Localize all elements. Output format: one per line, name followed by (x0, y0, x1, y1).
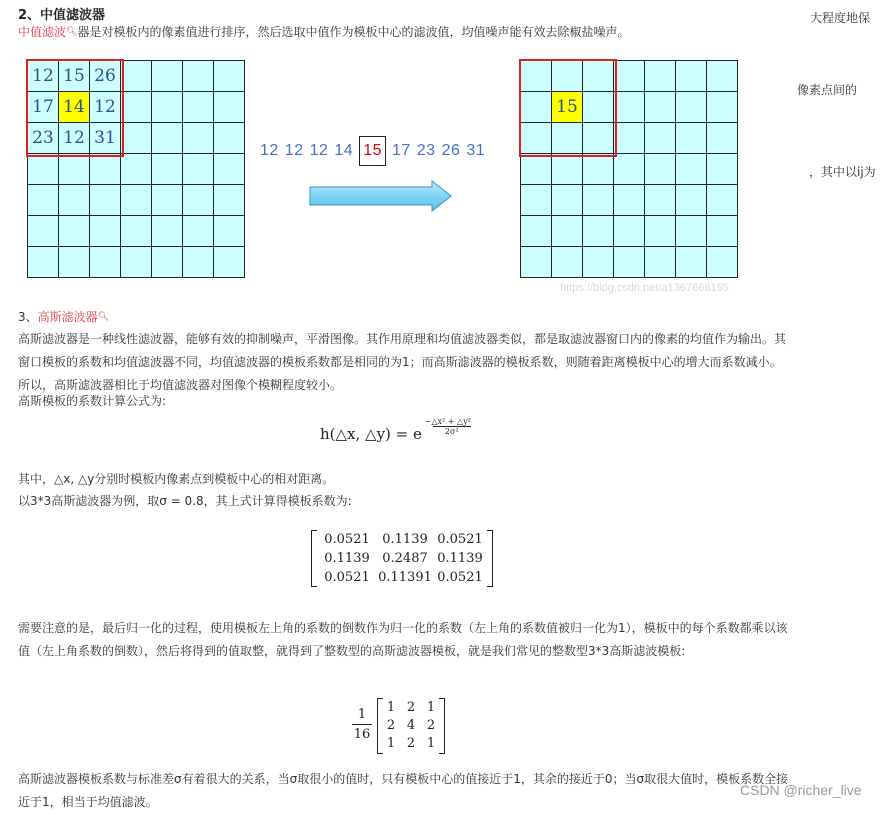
grid-cell (214, 61, 245, 92)
grid-cell: 12 (90, 92, 121, 123)
sorted-value: 31 (466, 142, 486, 159)
median-filter-link[interactable]: 中值滤波 (18, 25, 67, 39)
sorted-value: 14 (334, 142, 354, 159)
matrix-cell: 0.0521 (324, 570, 370, 585)
grid-cell (614, 61, 645, 92)
matrix-cell: 1 (426, 700, 436, 715)
matrix-cell: 0.11391 (378, 570, 432, 585)
grid-cell (183, 92, 214, 123)
matrix-cell: 1 (426, 736, 436, 751)
formula-intro: 高斯模板的系数计算公式为: (18, 394, 167, 408)
grid-cell: 23 (28, 123, 59, 154)
grid-cell (152, 61, 183, 92)
grid-cell (152, 216, 183, 247)
matrix-cell: 0.1139 (437, 551, 483, 566)
matrix-cell: 0.0521 (437, 570, 483, 585)
grid-cell (121, 247, 152, 278)
grid-cell (552, 154, 583, 185)
formula-lhs: h(△x, △y) = e (320, 425, 422, 443)
search-icon[interactable]: 🔍︎ (66, 27, 78, 37)
matrix-cell: 0.0521 (324, 532, 370, 547)
matrix-cell: 0.1139 (324, 551, 370, 566)
matrix-cell: 2 (426, 718, 436, 733)
sorted-value: 12 (309, 142, 329, 159)
grid-cell (645, 185, 676, 216)
gaussian-paragraph-1: 高斯滤波器是一种线性滤波器，能够有效的抑制噪声，平滑图像。其作用原理和均值滤波器类似，都是取滤波器窗口内的像素的均值作为输出。其窗口模板的系数和均值滤波器不同，均值滤波器的模板系数都是相同的为1；而高斯滤波器的模板系数，则随着距离模板中心的增大而系数减小。所以，高斯滤波器相比于均值滤波器对图像个模糊程度较小。 (18, 332, 787, 392)
grid-cell (183, 61, 214, 92)
section-3-number: 3、 (18, 310, 38, 324)
grid-cell (614, 154, 645, 185)
scale-denominator: 16 (353, 727, 371, 742)
grid-cell: 12 (28, 61, 59, 92)
sorted-sequence (260, 136, 491, 166)
grid-cell (645, 154, 676, 185)
matrix-cell: 0.2487 (382, 551, 428, 566)
matrix-cell: 1 (386, 700, 396, 715)
section-2-intro (18, 21, 778, 44)
example-text: 以3*3高斯滤波器为例，取σ = 0.8，其上式计算得模板系数为: (18, 494, 352, 508)
matrix-cell: 4 (406, 718, 416, 733)
grid-cell (214, 216, 245, 247)
grid-cell (583, 154, 614, 185)
grid-cell (676, 185, 707, 216)
grid-cell (614, 123, 645, 154)
grid-cell (183, 216, 214, 247)
grid-cell (707, 185, 738, 216)
grid-cell (521, 247, 552, 278)
grid-cell (552, 185, 583, 216)
grid-cell (214, 185, 245, 216)
grid-cell (183, 123, 214, 154)
grid-cell (552, 247, 583, 278)
grid-cell: 14 (59, 92, 90, 123)
coefficient-matrix (311, 530, 493, 587)
scale-numerator: 1 (352, 707, 372, 725)
sorted-value: 26 (441, 142, 461, 159)
grid-cell (645, 92, 676, 123)
grid-cell: 15 (59, 61, 90, 92)
grid-cell (707, 154, 738, 185)
figure-watermark: https://blog.csdn.net/a1367666195 (560, 282, 729, 294)
matrix-cell: 0.0521 (437, 532, 483, 547)
grid-cell (152, 154, 183, 185)
grid-cell (583, 216, 614, 247)
grid-cell (121, 92, 152, 123)
gaussian-formula: h(△x, △y) = e $\frac{\text{−△x² + △y²}}{\text{2σ²}}$ (320, 417, 471, 443)
grid-cell (121, 123, 152, 154)
grid-cell (676, 154, 707, 185)
grid-cell (614, 92, 645, 123)
grid-cell (90, 185, 121, 216)
grid-cell (121, 61, 152, 92)
grid-cell (214, 247, 245, 278)
side-fragment-1: 大程度地保 (810, 11, 871, 25)
grid-cell-center: 15 (552, 92, 583, 123)
sorted-value: 12 (260, 142, 279, 159)
arrow-right-icon (308, 180, 454, 212)
grid-cell (214, 154, 245, 185)
grid-cell (152, 247, 183, 278)
grid-cell (645, 216, 676, 247)
grid-cell (152, 92, 183, 123)
matrix-cell: 2 (406, 736, 416, 751)
integer-scale (352, 707, 372, 742)
grid-cell (59, 154, 90, 185)
matrix-cell: 0.1139 (382, 532, 428, 547)
side-fragment-2: 像素点间的 (797, 83, 858, 97)
side-fragment-3: ，其中以ij为 (809, 165, 876, 179)
grid-cell (676, 123, 707, 154)
grid-cell (90, 216, 121, 247)
grid-cell (121, 185, 152, 216)
section-2-intro-text: 器是对模板内的像素值进行排序，然后选取中值作为模板中心的滤波值，均值噪声能有效去除椒盐噪声。 (77, 25, 630, 39)
gaussian-paragraph-3: 高斯滤波器模板系数与标准差σ有着很大的关系，当σ取很小的值时，只有模板中心的值接近于1，其余的接近于0；当σ取很大值时，模板系数全接近于1，相当于均值滤波。 (18, 772, 789, 809)
grid-cell (676, 61, 707, 92)
grid-cell (707, 247, 738, 278)
formula-exponent-denominator: 2σ² (433, 426, 471, 436)
left-window-box (26, 59, 124, 157)
grid-cell (183, 247, 214, 278)
search-icon[interactable]: 🔍︎ (97, 312, 110, 322)
grid-cell (152, 185, 183, 216)
grid-cell (521, 154, 552, 185)
grid-cell (59, 247, 90, 278)
grid-cell (645, 247, 676, 278)
grid-cell (676, 92, 707, 123)
where-text: 其中，△x, △y分别时模板内像素点到模板中心的相对距离。 (18, 472, 335, 486)
grid-cell (583, 247, 614, 278)
grid-cell (183, 185, 214, 216)
grid-cell (59, 185, 90, 216)
gaussian-filter-link[interactable]: 高斯滤波器 (37, 310, 98, 324)
grid-cell (645, 123, 676, 154)
section-2-heading: 2、中值滤波器 (18, 8, 106, 23)
grid-cell (583, 185, 614, 216)
grid-cell (676, 247, 707, 278)
grid-cell (214, 123, 245, 154)
formula-exponent-numerator: △x² + △y² (431, 417, 471, 426)
grid-cell (552, 216, 583, 247)
grid-cell (614, 247, 645, 278)
matrix-cell: 2 (386, 718, 396, 733)
grid-cell (28, 247, 59, 278)
right-window-box (519, 59, 617, 157)
csdn-watermark: CSDN @richer_live (740, 782, 862, 798)
grid-cell (183, 154, 214, 185)
grid-cell (214, 92, 245, 123)
sorted-value: 17 (391, 142, 411, 159)
grid-cell (707, 216, 738, 247)
sorted-value: 12 (284, 142, 304, 159)
grid-cell (59, 216, 90, 247)
grid-cell (676, 216, 707, 247)
grid-cell (521, 185, 552, 216)
grid-cell (90, 247, 121, 278)
section-3-heading (18, 306, 109, 329)
median-value: 15 (359, 136, 386, 166)
grid-cell (614, 185, 645, 216)
grid-cell: 12 (59, 123, 90, 154)
integer-matrix (377, 698, 445, 754)
grid-cell (707, 61, 738, 92)
grid-cell (90, 154, 121, 185)
grid-cell: 17 (28, 92, 59, 123)
sorted-value: 23 (416, 142, 436, 159)
matrix-cell: 2 (406, 700, 416, 715)
grid-cell (645, 61, 676, 92)
grid-cell (28, 185, 59, 216)
grid-cell (707, 123, 738, 154)
grid-cell (614, 216, 645, 247)
grid-cell (28, 216, 59, 247)
grid-cell (521, 216, 552, 247)
gaussian-paragraph-2: 需要注意的是，最后归一化的过程，使用模板左上角的系数的倒数作为归一化的系数（左上角的系数值被归一化为1），模板中的每个系数都乘以该值（左上角系数的倒数），然后将得到的值取整，就得到了整数型的高斯滤波器模板，就是我们常见的整数型3*3高斯滤波模板: (18, 621, 788, 658)
grid-cell (152, 123, 183, 154)
grid-cell: 31 (90, 123, 121, 154)
grid-cell: 26 (90, 61, 121, 92)
matrix-cell: 1 (386, 736, 396, 751)
grid-cell (121, 154, 152, 185)
grid-cell (707, 92, 738, 123)
grid-cell (28, 154, 59, 185)
grid-cell (121, 216, 152, 247)
